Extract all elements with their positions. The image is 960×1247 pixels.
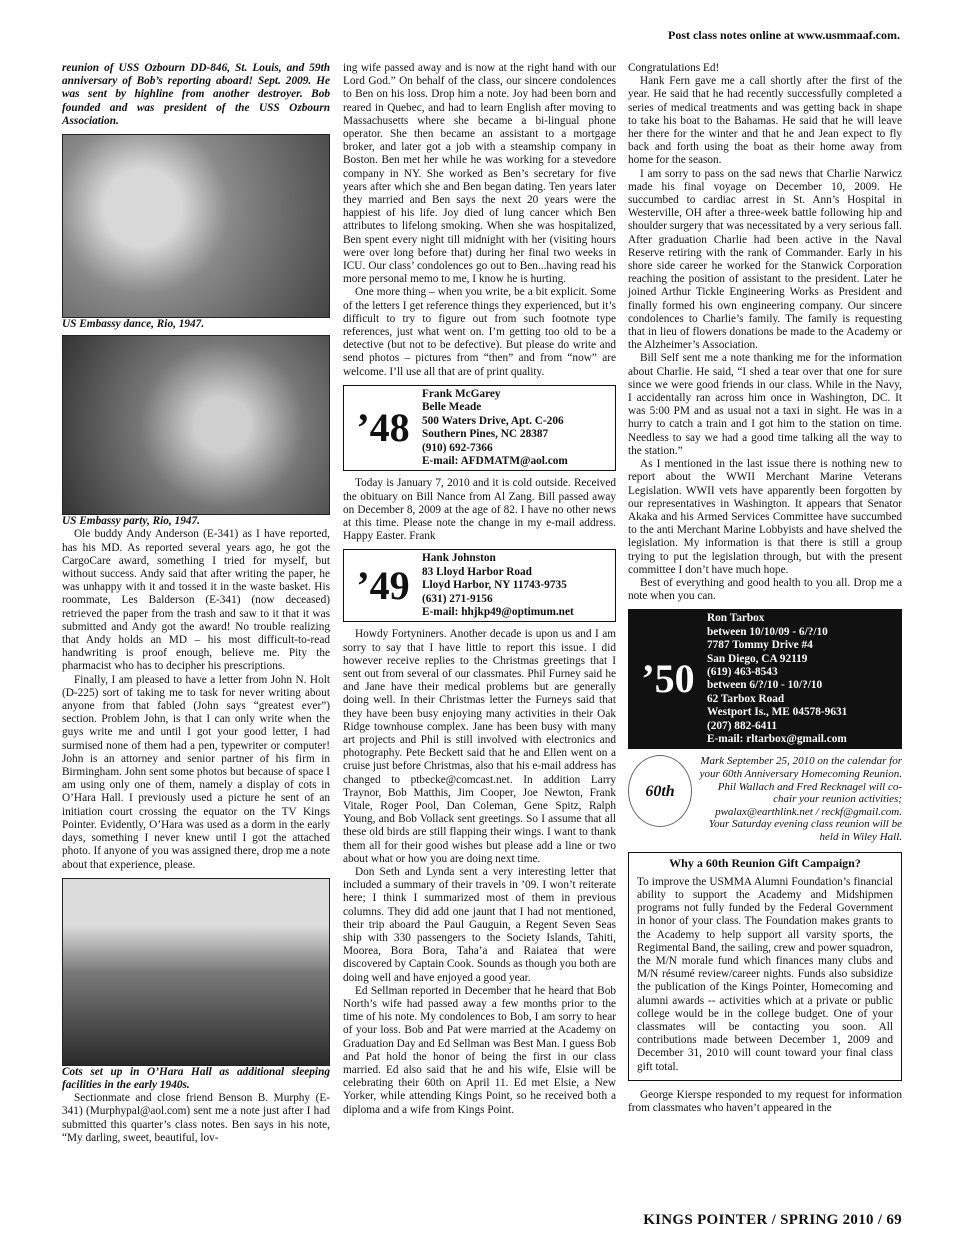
article-paragraph: Ole buddy Andy Anderson (E-341) as I have reported, has his MD. As reported several years ago, he got the CargoCare award, something I tried for myself, but without success. Andy said that after writing the paper, he was unhappy with it and tossed it in the waste basket. His roommate, Les Balderson (E-341) (now deceased) retrieved the paper from the trash and saw to it that it was submitted and Andy got the award! No trouble realizing that Andy holds an MD – his most difficult-to-read handwriting is proof enough, believe me. Pity the pharmacist who has to decipher his prescriptions. — [62, 528, 330, 673]
contact-line: 500 Waters Drive, Apt. C-206 — [422, 414, 564, 427]
article-paragraph: Sectionmate and close friend Benson B. Murphy (E-341) (Murphypal@aol.com) sent me a note just after I had submitted this quarter’s class notes. Ben says in his note, “My darling, sweet, beautiful, lov- — [62, 1092, 330, 1144]
embassy-dance-photo — [62, 134, 330, 318]
contact-line: Southern Pines, NC 28387 — [422, 428, 549, 441]
article-paragraph: I am sorry to pass on the sad news that Charlie Narwicz made his final voyage on December 10, 2009. He succumbed to cardiac arrest in St. Ann’s Hospital in Westerville, OH after a three-week battle following hip and shoulder surgery that was necessitated by a very serious fall. After graduation Charlie had been active in the Naval Reserve retiring with the rank of Commander. Early in his shore side career he worked for the Stanwick Corporation reaching the position of assistant to the president. Later he joined Arthur Tickle Engineering Works as President and finally formed his own engineering company. Our sincere condolences to Charlie’s family. The family is requesting that in lieu of flowers donations be made to the Academy or the Alzheimer’s Association. — [628, 167, 902, 352]
article-paragraph: Ed Sellman reported in December that he heard that Bob North’s wife had passed away a few months prior to the time of his note. My condolences to Bob, I am sorry to hear of your loss. Bob and Pat were married at the Academy on Graduation Day and Ed Sellman was Best Man. I guess Bob and Pat hold the honor of being the first in our class married. Ed also said that he and his wife, Elsie will be celebrating their 60th on April 11. Ed met Elsie, a New Yorker, while attending Kings Point, so he received both a diploma and a wife from Kings Point. — [343, 984, 616, 1116]
article-paragraph: Best of everything and good health to you all. Drop me a note when you can. — [628, 576, 902, 603]
contact-line: Lloyd Harbor, NY 11743-9735 — [422, 579, 567, 592]
article-paragraph: Bill Self sent me a note thanking me for the information about Charlie. He said, “I shed a tear over that one for sure since we were good friends in our class. While in the Navy, I accidentally ran across him once in Washington, DC. It was 5:00 PM and as usual not a taxi in sight. He was in a hurry to catch a train and I got him to the station on time. Needless to say we had a good time talking all the way to the station.” — [628, 352, 902, 457]
article-paragraph: Today is January 7, 2010 and it is cold outside. Received the obituary on Bill Nance from Al Zang. Bill passed away on December 8, 2009 at the age of 82. I have no other news at this time. Please note the change in my e-mail address. Happy Easter. Frank — [343, 477, 616, 543]
contact-email: E-mail: rltarbox@gmail.com — [707, 732, 847, 745]
gift-campaign-title: Why a 60th Reunion Gift Campaign? — [669, 855, 861, 870]
contact-email: E-mail: AFDMATM@aol.com — [422, 454, 568, 467]
class-48-contact-box — [343, 385, 616, 471]
contact-name: Ron Tarbox — [707, 612, 765, 625]
contact-phone: (207) 882-6411 — [707, 719, 777, 732]
photo2-caption: US Embassy party, Rio, 1947. — [62, 515, 200, 528]
contact-line: between 10/10/09 - 6/?/10 — [707, 625, 828, 638]
contact-line: Belle Meade — [422, 401, 482, 414]
intro-caption: reunion of USS Ozbourn DD-846, St. Louis, and 59th anniversary of Bob’s reporting aboard! Sept. 2009. He was sent by highline from another destroyer. Bob founded and was president of the USS Ozbourn Association. — [62, 62, 330, 127]
contact-line: Westport Is., ME 04578-9631 — [707, 706, 848, 719]
article-paragraph: Don Seth and Lynda sent a very interesting letter that included a summary of their travels in ’09. I won’t reiterate here; I think I summarized most of them in previous columns. They did add one jaunt that I had not mentioned, their trip aboard the Paul Gauguin, a Regent Seven Seas ship with 330 passengers to the Society Islands, Tahiti, Moorea, Bora Bora, Taha’a and Raiatea that were discovered by Captain Cook. Sounds as though you both are doing well and have enjoyed a good year. — [343, 866, 616, 984]
column-1 — [62, 62, 330, 1145]
reunion-notice — [628, 755, 902, 843]
column-2 — [343, 62, 616, 1117]
class-50-contact-box — [628, 609, 902, 749]
class-year: ’50 — [641, 656, 695, 702]
class-49-contact-box — [343, 549, 616, 622]
article-paragraph: Congratulations Ed! — [628, 62, 720, 74]
reunion-text: Mark September 25, 2010 on the calendar for your 60th Anniversary Homecoming Reunion. Phil Wallach and Fred Recknagel will co-chair your reunion activities; pwalax@earthlink.net / reckf@gmail.com. Your Saturday evening class reunion will be held in Wiley Hall. — [699, 755, 902, 843]
article-paragraph: ing wife passed away and is now at the right hand with our Lord God.” On behalf of the class, our sincere condolences to Ben on his loss. Drop him a note. Joy had been born and reared in Quebec, and had to learn English after moving to Massachusetts where she became a bi-lingual phone operator. She then became an assistant to a mortgage broker, and later got a job with a steamship company in Boston. Ben met her while he was working for a stevedore company in NY. She worked as Ben’s secretary for five years after which she and Ben began dating. Ten years later they married and Ben says the next 20 years were the happiest of his life. Joy died of lung cancer which Ben attributes to lifelong smoking. When she was hospitalized, Ben spent every night till midnight with her (visiting hours were over long before that) during her final two weeks in ICU. Our class’ condolences go out to Ben...having read his more personal memo to me, I know he is hurting. — [343, 62, 616, 286]
contact-email: E-mail: hhjkp49@optimum.net — [422, 605, 574, 618]
article-paragraph: Howdy Fortyniners. Another decade is upon us and I am sorry to say that I have little to report this issue. I did however receive replies to the Christmas greetings that I sent out from several of our classmates. Phil Furney said he and Jane have their medical problems but are generally doing well. In their Christmas letter the Furneys said that they have been busy enjoying many activities in their Oak Ridge townhouse complex. Jane has been busy with many art projects and Phil is still involved with electronics and photography. Pete Beckett said that he and Ellen went on a cruise just before Christmas, also that his e-mail address has changed to ptbecke@comcast.net. In addition Larry Traynor, Bob Matthis, Jim Cooper, Joe Newton, Frank Vitale, Roger Pool, Dan Coleman, Gene Spitz, Ralph Young, and Bob Vollack sent greetings. So I assume that all these old birds are still flapping their wings. I want to thank them all for their good wishes but please add a line or two about what or how you are doing next time. — [343, 628, 616, 865]
ohara-hall-cots-photo — [62, 878, 330, 1066]
column-3 — [628, 62, 902, 1115]
contact-name: Hank Johnston — [422, 552, 496, 565]
contact-phone: (619) 463-8543 — [707, 665, 778, 678]
gift-campaign-box — [628, 852, 902, 1081]
article-paragraph: Finally, I am pleased to have a letter from John N. Holt (D-225) sort of taking me to task for never writing about anyone from that fabled (John says “greatest ever”) section. Problem John, is that I can only write when the guys write me and until I got your good letter, I had surmised none of them had a pen, typewriter or computer! John is an attorney and senior partner of his firm in Birmingham. John sent some photos but because of space I am using only one of them, namely a display of cots in O’Hara Hall. I previously used a picture he sent of an initiation court crossing the equator on the TV Kings Pointer. Evidently, O’Hara was used as a dorm in the early days, something I never knew until I got the attached photo. If anyone of you was assigned there, drop me a note about that experience, please. — [62, 673, 330, 871]
gift-campaign-text: To improve the USMMA Alumni Foundation’s financial ability to support the Academy and Midshipmen programs not fully funded by the Federal Government in honor of your class. The Foundation makes grants to the Academy to help support all varsity sports, the Regimental Band, the sailing, crew and power squadron, the M/N morale fund which finances many clubs and M/N résumé review/career nights. Funds also subsidize the publication of the Kings Pointer, Homecoming and alumni awards -- activities which at a private or public college would be in the college budget. One of your classmates will be contacting you soon. All contributions made between December 1, 2009 and December 31, 2010 will count toward your final class gift total. — [637, 875, 893, 1073]
article-paragraph: One more thing – when you write, be a bit explicit. Some of the letters I get reference things they experienced, but it’s difficult to try to figure out from such footnote type references, just what went on. I’m getting too old to be a detective (but not to be defective). But please do write and send photos – pictures from “then” and from “now” are welcome. I’ll use all that are of print quality. — [343, 286, 616, 378]
contact-line: San Diego, CA 92119 — [707, 652, 808, 665]
contact-phone: (631) 271-9156 — [422, 592, 493, 605]
photo1-caption: US Embassy dance, Rio, 1947. — [62, 318, 205, 331]
article-paragraph: George Kierspe responded to my request for information from classmates who haven’t appeared in the — [628, 1088, 902, 1114]
contact-name: Frank McGarey — [422, 387, 501, 400]
online-note: Post class notes online at www.usmmaaf.com. — [668, 28, 900, 42]
contact-phone: (910) 692-7366 — [422, 441, 493, 454]
contact-line: 83 Lloyd Harbor Road — [422, 565, 532, 578]
article-paragraph: Hank Fern gave me a call shortly after the first of the year. He said that he had recently successfully completed a series of medical treatments and was getting back in shape to take his boat to the Bahamas. He said that he will leave her there for the winter and that he and Jean expect to fly back and forth using the boat as their home away from home for the season. — [628, 75, 902, 167]
class-year: ’48 — [356, 405, 410, 451]
contact-line: 7787 Tommy Drive #4 — [707, 639, 813, 652]
60th-anniversary-badge-icon: 60th — [628, 755, 692, 827]
contact-line: between 6/?/10 - 10/?/10 — [707, 679, 823, 692]
photo3-caption: Cots set up in O’Hara Hall as additional sleeping facilities in the early 1940s. — [62, 1065, 330, 1091]
class-year: ’49 — [356, 562, 410, 608]
page-footer: KINGS POINTER / SPRING 2010 / 69 — [643, 1212, 902, 1228]
article-paragraph: As I mentioned in the last issue there is nothing new to report about the WWII Merchant Marine Veterans Legislation. WWII vets have apparently been forgotten by our representatives in Washington. It appears that Senator Akaka and his Armed Services Committee have succumbed to the anti Merchant Marine Lobbyists and have shelved the legislation. My information is that there is still a group trying to put the legislation through, but with the present committee I don’t have much hope. — [628, 458, 902, 576]
embassy-party-photo — [62, 335, 330, 515]
contact-line: 62 Tarbox Road — [707, 692, 785, 705]
